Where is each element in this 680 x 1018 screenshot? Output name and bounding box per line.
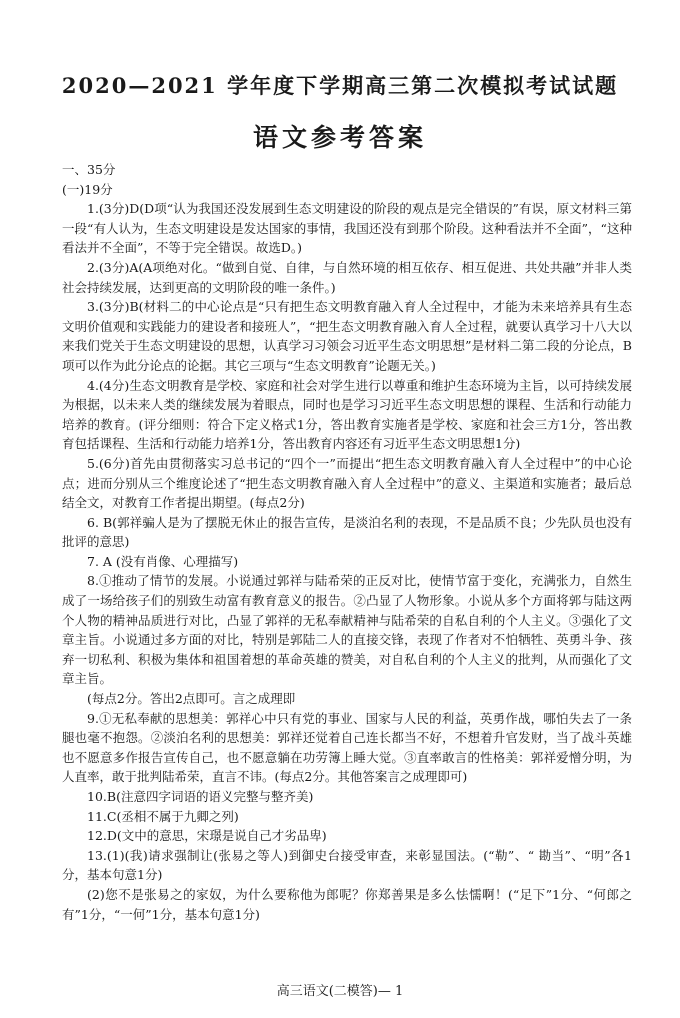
answer-paragraph: 5.(6分)首先由贯彻落实习总书记的“四个一”而提出“把生态文明教育融入育人全过程中”的中心论点；进而分别从三个维度论述了“把生态文明教育融入育人全过程中”的意义、主渠道和实施者；最后总结全文，对教育工作者提出期望。(每点2分) [62, 455, 632, 511]
answer-paragraph: 12.D(文中的意思，宋璟是说自己才劣品卑) [87, 828, 327, 844]
answer-paragraph: (每点2分。答出2点即可。言之成理即 [87, 691, 296, 707]
exam-title: 2020—2021 学年度下学期高三第二次模拟考试试题 [61, 73, 619, 98]
answer-paragraph: 7. A (没有肖像、心理描写) [87, 553, 239, 569]
answer-paragraph: 6. B(郭祥骗人是为了摆脱无休止的报告宣传，是淡泊名利的表现，不是品质不良；少先队员也没有批评的意思) [62, 514, 632, 550]
answer-key-heading: 语文参考答案 [252, 123, 427, 152]
answer-paragraph: 4.(4分)生态文明教育是学校、家庭和社会对学生进行以尊重和维护生态环境为主旨，以可持续发展为根据，以未来人类的继续发展为着眼点，同时也是学习习近平生态文明思想的课程、生活和行动能力培养的教育。(评分细则：符合下定义格式1分，答出教育实施者是学校、家庭和社会三方1分，答出教育包括课程、生活和行动能力培养1分，答出教育内容还有习近平生态文明思想1分) [62, 377, 632, 452]
answer-paragraph: 一、35分 [62, 162, 116, 177]
answer-paragraph: (2)您不是张易之的家奴，为什么要称他为郎呢？你郑善果是多么怯懦啊！(“足下”1分、“何郎之有”1分，“一何”1分，基本句意1分) [62, 886, 632, 922]
answer-paragraph: (一)19分 [62, 181, 113, 197]
answer-paragraph: 10.B(注意四字词语的语义完整与整齐美) [87, 789, 314, 804]
answer-paragraph: 11.C(丞相不属于九卿之列) [87, 808, 239, 824]
answer-paragraph: 1.(3分)D(D项“认为我国还没发展到生态文明建设的阶段的观点是完全错误的”有误，原文材料三第一段“有人认为，生态文明建设是发达国家的事情，我国还没有到那个阶段。这种看法并不全面”，“这种看法并不全面”，不等于完全错误。故选D。) [62, 201, 632, 256]
answer-paragraph: 3.(3分)B(材料二的中心论点是“只有把生态文明教育融入育人全过程中，才能为未来培养具有生态文明价值观和实践能力的建设者和接班人”，“把生态文明教育融入育人全过程，就要认真学习十八大以来我们党关于生态文明建设的思想，认真学习习领会习近平生态文明思想”是材料二第二段的分论点，B项可以作为此分论点的论据。其它三项与“生态文明教育”论题无关。) [62, 299, 632, 373]
answer-paragraph: 13.(1)(我)请求强制让(张易之等人)到御史台接受审查，来彰显国法。(“勒”、“ 勘当”、“明”各1分，基本句意1分) [62, 847, 632, 883]
page-footer: 高三语文(二模答)— 1 [276, 984, 404, 999]
answer-paragraph: 2.(3分)A(A项绝对化。“做到自觉、自律，与自然环境的相互依存、相互促进、共处共融”并非人类社会持续发展，达到更高的文明阶段的唯一条件。) [62, 259, 632, 295]
answer-paragraph: 8.①推动了情节的发展。小说通过郭祥与陆希荣的正反对比，使情节富于变化，充满张力，自然生成了一场给孩子们的别致生动富有教育意义的报告。②凸显了人物形象。小说从多个方面将郭与陆这两个人物的精神品质进行对比，凸显了郭祥的无私奉献精神与陆希荣的自私自利的个人主义。③强化了文章主旨。小说通过多方面的对比，特别是郭陆二人的直接交锋，表现了作者对不怕牺牲、英勇斗争、孩弃一切私利、积极为集体和祖国着想的革命英雄的赞美，对自私自利的个人主义的批判，从而强化了文章主旨。 [62, 573, 632, 687]
answer-paragraph: 9.①无私奉献的思想美：郭祥心中只有党的事业、国家与人民的利益，英勇作战，哪怕失去了一条腿也毫不抱怨。②淡泊名利的思想美：郭祥还觉着自己连长都当不好，不想着升官发财，当了战斗英雄也不愿意多作报告宣传自己，也不愿意躺在功劳簿上睡大觉。③直率敢言的性格美：郭祥爱憎分明，为人直率，敢于批判陆希荣，直言不讳。(每点2分。其他答案言之成理即可) [62, 710, 632, 785]
answer-body [62, 160, 632, 924]
